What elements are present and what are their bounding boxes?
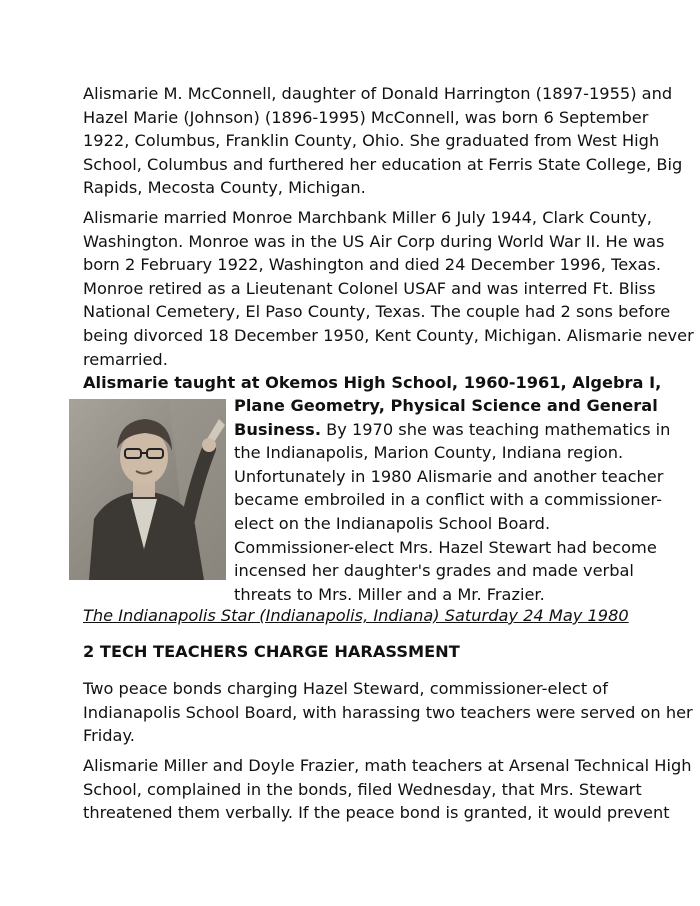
citation-text: The Indianapolis Star (Indianapolis, Indiana) Saturday 24 May 1980 [83, 606, 629, 625]
text-line: Hazel Marie (Johnson) (1896-1995) McConnell, was born 6 September [83, 107, 649, 127]
text-line: being divorced 18 December 1950, Kent County, Michigan. Alismarie never [83, 325, 694, 345]
paragraph-article-1 [83, 677, 693, 748]
paragraph-teaching-heading [83, 371, 662, 395]
text-line: incensed her daughter's grades and made verbal [234, 561, 634, 581]
paragraph-birth [83, 82, 683, 200]
text-line: Commissioner-elect Mrs. Hazel Stewart had become [234, 537, 657, 557]
article-headline [83, 640, 643, 664]
text-line: Plane Geometry, Physical Science and General [234, 396, 658, 415]
text-line: became embroiled in a conflict with a commissioner- [234, 490, 662, 510]
portrait-photo [69, 399, 226, 580]
text-line: Alismarie married Monroe Marchbank Miller 6 July 1944, Clark County, [83, 208, 652, 227]
text-line: Rapids, Mecosta County, Michigan. [83, 178, 366, 198]
text-line: threats to Mrs. Miller and a Mr. Frazier. [234, 584, 545, 604]
text-line: elect on the Indianapolis School Board. [234, 513, 551, 533]
text-line: Washington. Monroe was in the US Air Corp during World War II. He was [83, 231, 665, 251]
newspaper-citation [83, 604, 643, 628]
text-line: Alismarie M. McConnell, daughter of Donald Harrington (1897-1955) and [83, 84, 673, 103]
text-line: threatened them verbally. If the peace bond is granted, it would prevent [83, 803, 670, 823]
text-line: National Cemetery, El Paso County, Texas. The couple had 2 sons before [83, 302, 671, 322]
text-span: By 1970 she was teaching mathematics in [320, 419, 671, 439]
text-line: Monroe retired as a Lieutenant Colonel USAF and was interred Ft. Bliss [83, 278, 656, 298]
text-line: School, Columbus and furthered her education at Ferris State College, Big [83, 154, 683, 174]
text-line: Alismarie taught at Okemos High School, 1960-1961, Algebra I, [83, 373, 662, 392]
paragraph-article-2 [83, 754, 692, 825]
text-line: remarried. [83, 349, 168, 369]
text-line: born 2 February 1922, Washington and died 24 December 1996, Texas. [83, 255, 661, 275]
headline-text: 2 TECH TEACHERS CHARGE HARASSMENT [83, 642, 460, 661]
paragraph-marriage [83, 206, 694, 371]
portrait-image [69, 399, 226, 580]
paragraph-teaching-body [234, 394, 671, 606]
text-line: 1922, Columbus, Franklin County, Ohio. She graduated from West High [83, 131, 660, 151]
text-line: Indianapolis School Board, with harassing two teachers were served on her [83, 702, 693, 722]
text-line: Alismarie Miller and Doyle Frazier, math teachers at Arsenal Technical High [83, 756, 692, 775]
text-line [234, 418, 671, 442]
text-line: School, complained in the bonds, filed Wednesday, that Mrs. Stewart [83, 779, 642, 799]
text-line: the Indianapolis, Marion County, Indiana region. [234, 443, 624, 463]
text-line: Unfortunately in 1980 Alismarie and another teacher [234, 466, 664, 486]
text-line: Two peace bonds charging Hazel Steward, commissioner-elect of [83, 679, 608, 698]
text-line: Friday. [83, 726, 135, 746]
bold-text: Business. [234, 419, 321, 439]
